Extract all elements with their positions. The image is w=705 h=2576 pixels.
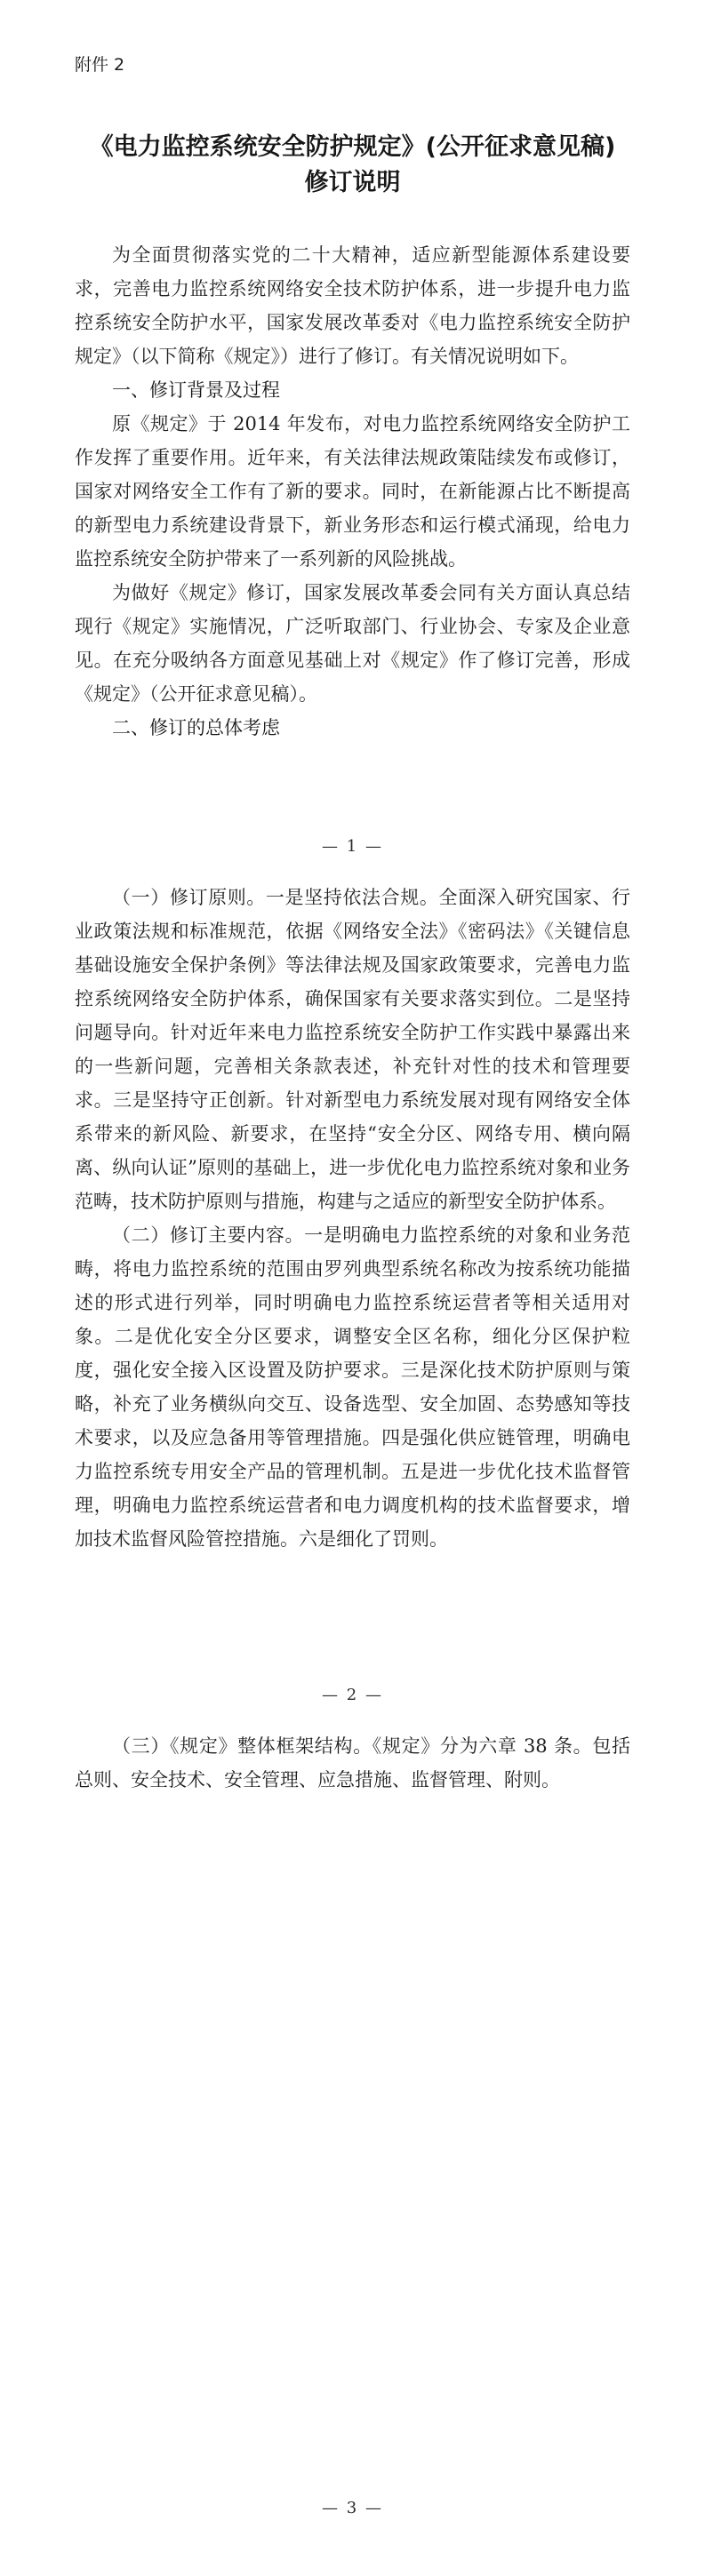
paragraph-revision-principles: （一）修订原则。一是坚持依法合规。全面深入研究国家、行业政策法规和标准规范，依据《网络安全法》《密码法》《关键信息基础设施安全保护条例》等法律法规及国家政策要求，完善电力监控系统网络安全防护体系，确保国家有关要求落实到位。二是坚持问题导向。针对近年来电力监控系统安全防护工作实践中暴露出来的一些新问题，完善相关条款表述，补充针对性的技术和管理要求。三是坚持守正创新。针对新型电力系统发展对现有网络安全体系带来的新风险、新要求，在坚持“安全分区、网络专用、横向隔离、纵向认证”原则的基础上，进一步优化电力监控系统对象和业务范畴，技术防护原则与措施，构建与之适应的新型安全防护体系。 bbox=[75, 887, 630, 1212]
paragraph-framework: （三）《规定》整体框架结构。《规定》分为六章 38 条。包括总则、安全技术、安全管理、应急措施、监督管理、附则。 bbox=[75, 1735, 630, 1790]
title-line-1: 《电力监控系统安全防护规定》(公开征求意见稿) bbox=[89, 133, 616, 161]
page-3-text bbox=[75, 1729, 630, 1797]
page-number-1: — 1 — bbox=[322, 837, 383, 856]
title-line-2: 修订说明 bbox=[304, 169, 401, 196]
paragraph-intro: 为全面贯彻落实党的二十大精神，适应新型能源体系建设要求，完善电力监控系统网络安全技术防护体系，进一步提升电力监控系统安全防护水平，国家发展改革委对《电力监控系统安全防护规定》（以下简称《规定》）进行了修订。有关情况说明如下。 bbox=[75, 244, 630, 367]
document-title bbox=[0, 130, 705, 201]
paragraph-main-content: （二）修订主要内容。一是明确电力监控系统的对象和业务范畴，将电力监控系统的范围由罗列典型系统名称改为按系统功能描述的形式进行列举，同时明确电力监控系统运营者等相关适用对象。二是优化安全分区要求，调整安全区名称，细化分区保护粒度，强化安全接入区设置及防护要求。三是深化技术防护原则与策略，补充了业务横纵向交互、设备选型、安全加固、态势感知等技术要求，以及应急备用等管理措施。四是强化供应链管理，明确电力监控系统专用安全产品的管理机制。五是进一步优化技术监督管理，明确电力监控系统运营者和电力调度机构的技术监督要求，增加技术监督风险管控措施。六是细化了罚则。 bbox=[75, 1224, 630, 1550]
section-heading-background: 一、修订背景及过程 bbox=[112, 379, 280, 401]
page-1-text bbox=[75, 238, 630, 745]
attachment-label: 附件 2 bbox=[75, 55, 125, 75]
page-number-2: — 2 — bbox=[322, 1686, 383, 1704]
page-number-3: — 3 — bbox=[322, 2499, 383, 2517]
page-2-text bbox=[75, 881, 630, 1556]
paragraph-process: 为做好《规定》修订，国家发展改革委会同有关方面认真总结现行《规定》实施情况，广泛听取部门、行业协会、专家及企业意见。在充分吸纳各方面意见基础上对《规定》作了修订完善，形成《规定》（公开征求意见稿）。 bbox=[75, 582, 630, 705]
section-heading-considerations: 二、修订的总体考虑 bbox=[112, 717, 280, 738]
paragraph-background: 原《规定》于 2014 年发布，对电力监控系统网络安全防护工作发挥了重要作用。近年来，有关法律法规政策陆续发布或修订，国家对网络安全工作有了新的要求。同时，在新能源占比不断提高的新型电力系统建设背景下，新业务形态和运行模式涌现，给电力监控系统安全防护带来了一系列新的风险挑战。 bbox=[75, 413, 630, 570]
